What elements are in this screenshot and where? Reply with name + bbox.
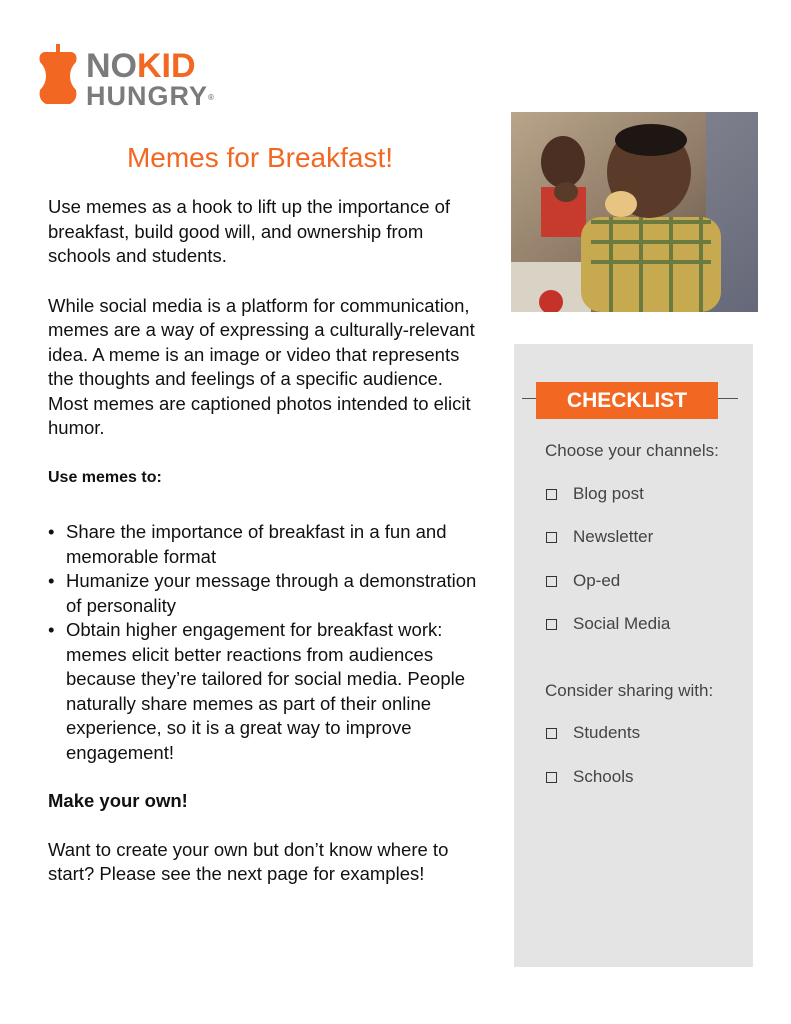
sharing-label: Consider sharing with: [545, 681, 714, 700]
checkbox-icon[interactable] [546, 576, 557, 587]
list-item: • Obtain higher engagement for breakfast work: memes elicit better reactions from audiences because they’re tailored for social media. People naturally share memes as part of their online experience, so it is a great way to improve engagement! [48, 618, 478, 765]
intro-paragraph: Use memes as a hook to lift up the importance of breakfast, build good will, and ownership from schools and students. [48, 196, 451, 266]
checklist-item-blog-post[interactable] [546, 484, 644, 504]
bullet-list [48, 520, 478, 765]
checkbox-icon[interactable] [546, 532, 557, 543]
checkbox-icon[interactable] [546, 489, 557, 500]
checkbox-icon[interactable] [546, 772, 557, 783]
checklist-item-label: Blog post [573, 484, 644, 503]
list-item: • Humanize your message through a demonstration of personality [48, 569, 478, 618]
logo-wordmark-bottom: HUNGRY® [86, 81, 215, 111]
logo-wordmark-top: NOKID [86, 47, 196, 85]
channels-label: Choose your channels: [545, 441, 719, 460]
list-item: • Share the importance of breakfast in a fun and memorable format [48, 520, 478, 569]
use-memes-heading: Use memes to: [48, 468, 162, 486]
checklist-item-label: Op-ed [573, 571, 621, 590]
apple-core-icon [36, 44, 80, 110]
memes-definition-paragraph: While social media is a platform for communication, memes are a way of expressing a culturally-relevant idea. A meme is an image or video that represents the thoughts and feelings of a specific audience. Most memes are captioned photos intended to elicit humor. [48, 294, 475, 438]
checklist-item-op-ed[interactable] [546, 571, 620, 591]
checkbox-icon[interactable] [546, 619, 557, 630]
closing-paragraph: Want to create your own but don’t know where to start? Please see the next page for examples! [48, 838, 449, 884]
checklist-item-students[interactable] [546, 723, 640, 743]
checklist-item-label: Social Media [573, 614, 671, 633]
checklist-panel [514, 344, 753, 967]
checklist-item-newsletter[interactable] [546, 527, 653, 547]
checklist-item-label: Students [573, 723, 641, 742]
child-eating-photo [511, 112, 758, 312]
checkbox-icon[interactable] [546, 728, 557, 739]
main-column [48, 195, 478, 887]
checklist-item-schools[interactable] [546, 767, 633, 787]
make-your-own-heading: Make your own! [48, 790, 188, 811]
page-title: Memes for Breakfast! [126, 142, 394, 173]
checklist-badge: CHECKLIST [536, 382, 718, 419]
checklist-item-social-media[interactable] [546, 614, 670, 634]
checklist-item-label: Newsletter [573, 527, 654, 546]
no-kid-hungry-logo [36, 44, 236, 114]
checklist-item-label: Schools [573, 767, 634, 786]
